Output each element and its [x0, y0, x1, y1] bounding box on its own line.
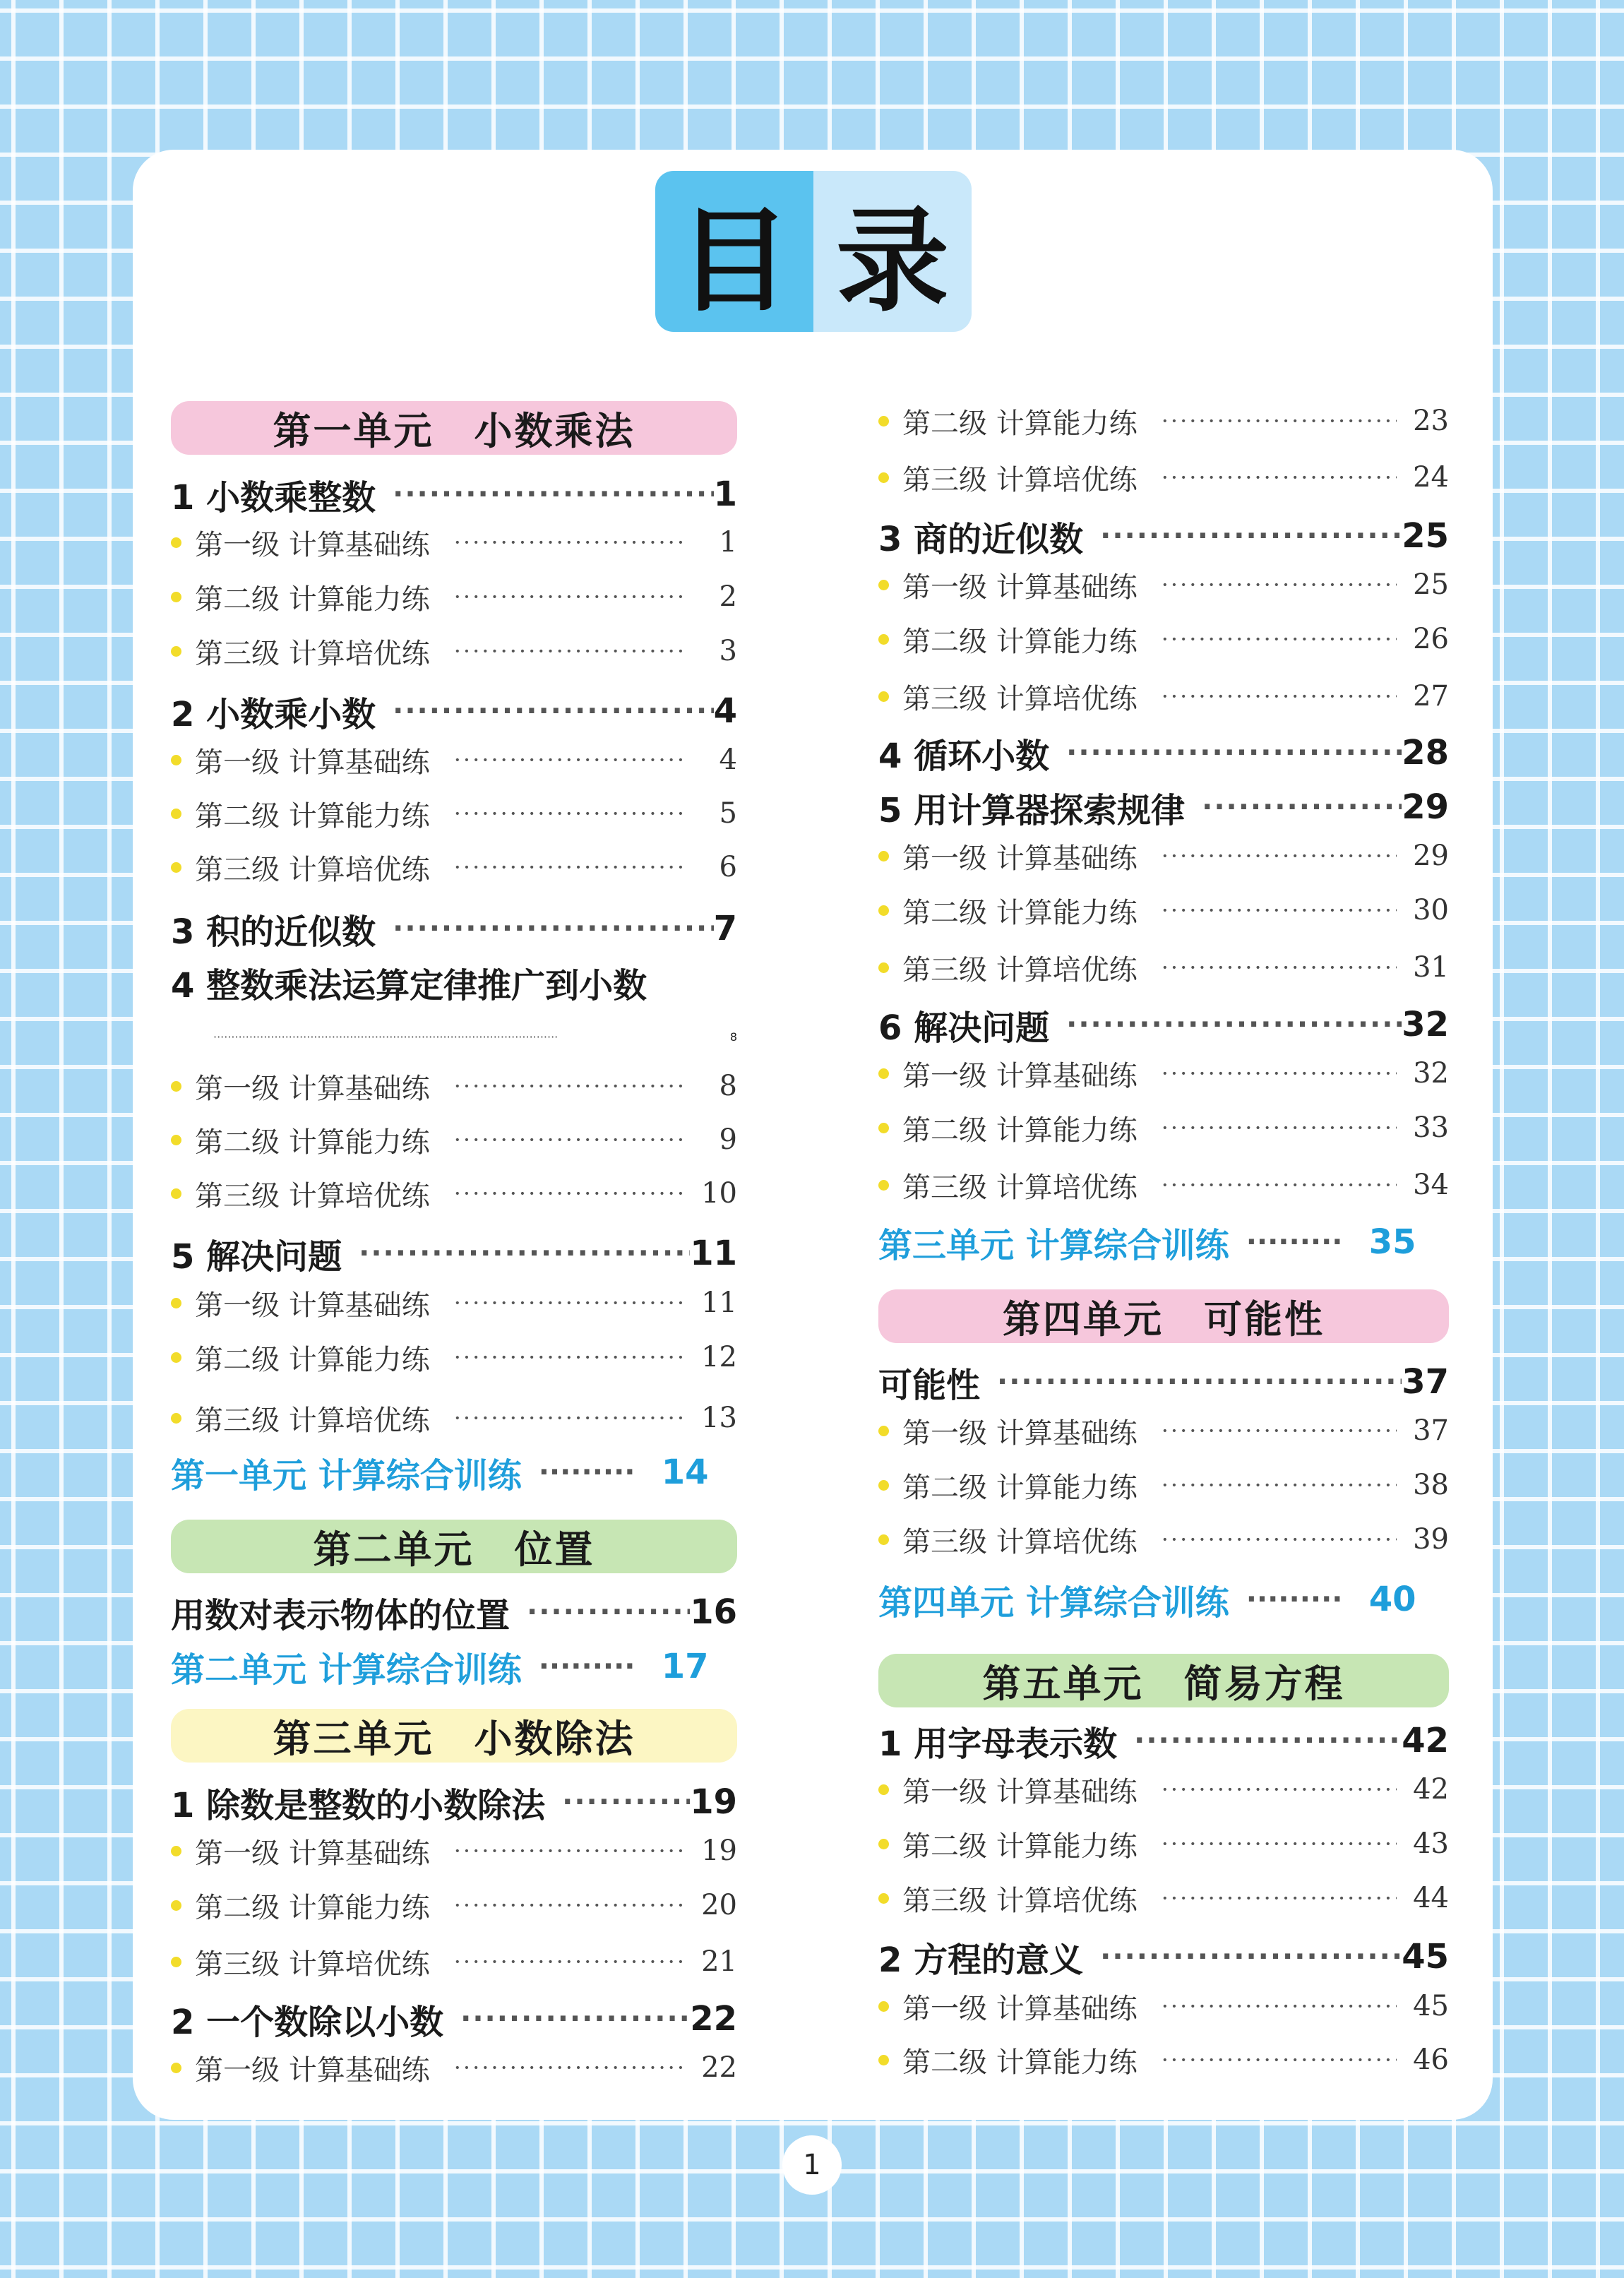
toc-practice-entry[interactable] — [171, 842, 737, 892]
page-ref: 2 — [719, 580, 737, 613]
toc-practice-entry[interactable] — [878, 885, 1449, 935]
page-ref: 45 — [1413, 1990, 1449, 2022]
entry-label: 1 小数乘整数 — [171, 477, 376, 518]
toc-lesson-entry[interactable] — [171, 958, 737, 1007]
entry-label: 第二级 计算能力练 — [902, 407, 1138, 440]
dot-leader — [1162, 842, 1397, 869]
entry-label: 第三级 计算培优练 — [195, 1179, 430, 1212]
bullet-icon — [171, 1900, 181, 1911]
bullet-icon — [878, 416, 889, 427]
entry-label: 第一级 计算基础练 — [195, 746, 430, 779]
toc-practice-entry[interactable] — [878, 2035, 1449, 2085]
dot-leader — [1162, 1472, 1397, 1498]
bullet-icon — [171, 1135, 181, 1145]
page-ref: 25 — [1413, 568, 1449, 601]
dot-leader — [1162, 683, 1397, 710]
page-ref: 37 — [1413, 1414, 1449, 1447]
toc-practice-entry[interactable] — [878, 453, 1449, 502]
page-ref: 4 — [713, 691, 737, 731]
page-ref: 1 — [713, 475, 737, 514]
bullet-icon — [878, 1480, 889, 1491]
toc-lesson-entry[interactable] — [878, 782, 1449, 832]
entry-label: 第二级 计算能力练 — [902, 896, 1138, 929]
page-ref: 21 — [701, 1945, 737, 1978]
dot-leader — [1162, 1885, 1397, 1912]
page-number: 1 — [782, 2135, 842, 2195]
bullet-icon — [878, 1893, 889, 1904]
dot-leader — [454, 583, 685, 610]
title-char-1: 目 — [655, 171, 813, 332]
dot-leader — [1100, 1940, 1402, 1973]
entry-label: 第三级 计算培优练 — [902, 953, 1138, 986]
page-ref: 22 — [701, 2051, 737, 2084]
bullet-icon — [171, 755, 181, 765]
entry-label: 第一级 计算基础练 — [902, 842, 1138, 875]
unit-banner — [878, 1654, 1449, 1707]
toc-continuation[interactable] — [171, 1012, 737, 1061]
toc-practice-entry[interactable] — [171, 1278, 737, 1328]
entry-label: 第一级 计算基础练 — [902, 1059, 1138, 1092]
entry-label: 5 解决问题 — [171, 1236, 342, 1277]
page-ref: 29 — [1413, 840, 1449, 872]
bullet-icon — [878, 2055, 889, 2065]
dot-leader — [454, 1126, 685, 1153]
toc-lesson-entry[interactable] — [171, 1229, 737, 1278]
toc-lesson-entry[interactable] — [171, 686, 737, 736]
toc-practice-entry[interactable] — [878, 943, 1449, 992]
dot-leader — [539, 1456, 633, 1489]
dot-leader — [1162, 464, 1397, 491]
entry-label: 第二级 计算能力练 — [195, 1126, 430, 1159]
page-ref: 26 — [1413, 623, 1449, 655]
toc-practice-entry[interactable] — [878, 1103, 1449, 1152]
toc-practice-entry[interactable] — [171, 1169, 737, 1218]
dot-leader — [454, 1073, 685, 1099]
bullet-icon — [878, 851, 889, 861]
entry-label: 第二级 计算能力练 — [902, 2046, 1138, 2079]
unit-banner — [878, 1289, 1449, 1343]
page-ref: 35 — [1368, 1222, 1416, 1262]
page-ref: 42 — [1413, 1773, 1449, 1806]
entry-label: 第三级 计算培优练 — [195, 1948, 430, 1981]
dot-leader — [1162, 1830, 1397, 1857]
entry-label: 第三级 计算培优练 — [902, 1171, 1138, 1204]
entry-label: 1 用字母表示数 — [878, 1724, 1118, 1764]
page-ref: 23 — [1413, 405, 1449, 437]
dot-leader — [1162, 1171, 1397, 1198]
page-ref: 37 — [1402, 1362, 1449, 1402]
entry-label: 2 小数乘小数 — [171, 694, 376, 734]
entry-label: 第三单元 计算综合训练 — [878, 1225, 1229, 1265]
dot-leader — [997, 1366, 1402, 1398]
page-ref: 27 — [1413, 680, 1449, 712]
toc-practice-entry[interactable] — [878, 1981, 1449, 2031]
bullet-icon — [878, 1534, 889, 1545]
entry-label: 2 方程的意义 — [878, 1940, 1084, 1980]
toc-lesson-entry[interactable] — [878, 1000, 1449, 1049]
entry-label: 第二级 计算能力练 — [902, 1114, 1138, 1147]
page-ref: 32 — [1413, 1057, 1449, 1090]
dot-leader — [454, 529, 685, 556]
entry-label: 第二级 计算能力练 — [195, 1343, 430, 1376]
entry-label: 可能性 — [878, 1365, 981, 1405]
dot-leader — [1162, 1060, 1397, 1087]
page-ref: 39 — [1413, 1523, 1449, 1556]
unit-banner-title: 第五单元 简易方程 — [982, 1661, 1345, 1706]
toc-practice-entry[interactable] — [878, 396, 1449, 446]
toc-practice-entry[interactable] — [878, 1160, 1449, 1210]
entry-label: 第二级 计算能力练 — [902, 1471, 1138, 1504]
entry-label: 第三级 计算培优练 — [902, 1525, 1138, 1558]
bullet-icon — [171, 809, 181, 819]
toc-review-entry[interactable] — [171, 1642, 737, 1691]
dot-leader — [359, 1237, 690, 1270]
page-ref: 11 — [690, 1234, 737, 1273]
page-ref: 8 — [729, 1030, 737, 1044]
page-ref: 3 — [719, 635, 737, 667]
entry-label: 第二单元 计算综合训练 — [171, 1650, 522, 1690]
page-ref: 17 — [661, 1647, 709, 1686]
toc-practice-entry[interactable] — [171, 2043, 737, 2092]
bullet-icon — [171, 592, 181, 602]
title-char-2: 录 — [813, 171, 972, 332]
page-ref: 42 — [1402, 1721, 1449, 1760]
page-ref: 30 — [1413, 894, 1449, 926]
bullet-icon — [171, 1957, 181, 1967]
dot-leader — [1162, 1526, 1397, 1553]
toc-lesson-entry[interactable] — [171, 904, 737, 953]
page-ref: 10 — [701, 1177, 737, 1210]
entry-label: 第一级 计算基础练 — [195, 2053, 430, 2087]
bullet-icon — [878, 2001, 889, 2012]
entry-label: 6 解决问题 — [878, 1008, 1050, 1048]
dot-leader — [454, 1948, 685, 1975]
toc-practice-entry[interactable] — [171, 1826, 737, 1876]
toc-practice-entry[interactable] — [878, 1460, 1449, 1510]
dot-leader — [454, 2054, 685, 2081]
toc-lesson-entry[interactable] — [171, 1777, 737, 1827]
entry-label: 第三级 计算培优练 — [902, 463, 1138, 496]
entry-label: 第三级 计算培优练 — [902, 1884, 1138, 1917]
unit-banner-title: 第一单元 小数乘法 — [273, 408, 635, 453]
bullet-icon — [171, 1413, 181, 1424]
bullet-icon — [171, 1188, 181, 1199]
entry-label: 2 一个数除以小数 — [171, 2002, 444, 2042]
toc-lesson-entry[interactable] — [878, 1716, 1449, 1765]
bullet-icon — [171, 1846, 181, 1856]
page-ref: 40 — [1368, 1580, 1416, 1619]
dot-leader — [539, 1650, 633, 1683]
toc-practice-entry[interactable] — [171, 1393, 737, 1443]
page-ref: 22 — [690, 1999, 737, 2039]
dot-leader — [1246, 1583, 1341, 1616]
toc-practice-entry[interactable] — [171, 735, 737, 785]
bullet-icon — [171, 646, 181, 657]
bullet-icon — [878, 1784, 889, 1795]
dot-leader — [460, 2003, 690, 2035]
page-title — [655, 171, 972, 332]
dot-leader — [393, 912, 713, 945]
toc-review-entry[interactable] — [171, 1448, 737, 1497]
dot-leader — [393, 695, 713, 727]
dot-leader — [454, 1892, 685, 1919]
entry-label: 第一级 计算基础练 — [902, 1417, 1138, 1450]
page-ref: 34 — [1413, 1169, 1449, 1201]
unit-banner — [171, 1520, 737, 1573]
entry-label: 第二级 计算能力练 — [902, 1830, 1138, 1863]
toc-practice-entry[interactable] — [171, 789, 737, 838]
toc-practice-entry[interactable] — [171, 572, 737, 621]
entry-label: 第一级 计算基础练 — [195, 1072, 430, 1105]
dot-leader — [1162, 1776, 1397, 1803]
entry-label: 4 整数乘法运算定律推广到小数 — [171, 965, 647, 1006]
bullet-icon — [171, 1081, 181, 1092]
dot-leader — [454, 1180, 685, 1207]
dot-leader — [1202, 791, 1402, 823]
bullet-icon — [878, 962, 889, 973]
page-ref: 46 — [1413, 2044, 1449, 2076]
dot-leader — [454, 638, 685, 664]
toc-lesson-entry[interactable] — [171, 1994, 737, 2044]
toc-review-entry[interactable] — [878, 1217, 1449, 1267]
page-ref: 9 — [719, 1123, 737, 1156]
page-ref: 25 — [1402, 516, 1449, 556]
page-ref: 8 — [719, 1070, 737, 1102]
bullet-icon — [878, 1068, 889, 1079]
dot-leader — [562, 1786, 690, 1818]
dot-leader — [1162, 897, 1397, 924]
entry-label: 5 用计算器探索规律 — [878, 790, 1186, 830]
toc-practice-entry[interactable] — [878, 1819, 1449, 1868]
page-ref: 31 — [1413, 951, 1449, 984]
toc-practice-entry[interactable] — [878, 614, 1449, 664]
entry-label: 第一级 计算基础练 — [902, 1775, 1138, 1808]
bullet-icon — [878, 580, 889, 590]
toc-practice-entry[interactable] — [171, 1332, 737, 1382]
toc-practice-entry[interactable] — [171, 1937, 737, 1986]
entry-label: 第三级 计算培优练 — [902, 682, 1138, 715]
page-ref: 33 — [1413, 1111, 1449, 1144]
entry-label: 第三级 计算培优练 — [195, 1404, 430, 1437]
toc-review-entry[interactable] — [878, 1575, 1449, 1624]
bullet-icon — [171, 537, 181, 548]
page-ref: 13 — [701, 1402, 737, 1434]
toc-practice-entry[interactable] — [878, 1049, 1449, 1098]
toc-lesson-entry[interactable] — [171, 1587, 737, 1637]
dot-leader — [454, 1344, 685, 1371]
entry-label: 第二级 计算能力练 — [195, 583, 430, 616]
dot-leader — [1162, 571, 1397, 598]
toc-practice-entry[interactable] — [878, 1406, 1449, 1455]
page-ref: 19 — [690, 1782, 737, 1822]
dot-leader — [454, 854, 685, 881]
entry-label: 第一单元 计算综合训练 — [171, 1455, 522, 1496]
page-ref: 28 — [1402, 733, 1449, 773]
bullet-icon — [878, 472, 889, 483]
unit-banner — [171, 1709, 737, 1763]
dot-leader — [1162, 954, 1397, 981]
toc-lesson-entry[interactable] — [878, 511, 1449, 561]
page-ref: 5 — [719, 797, 737, 830]
bullet-icon — [171, 2063, 181, 2073]
toc-lesson-entry[interactable] — [878, 1932, 1449, 1981]
dot-leader — [1162, 1114, 1397, 1141]
entry-label: 第一级 计算基础练 — [902, 571, 1138, 604]
bullet-icon — [171, 1298, 181, 1308]
toc-practice-entry[interactable] — [171, 518, 737, 567]
dot-leader — [1066, 1008, 1402, 1041]
entry-label: 4 循环小数 — [878, 736, 1050, 776]
dot-leader — [454, 746, 685, 773]
entry-label: 第三级 计算培优练 — [195, 637, 430, 670]
dot-leader — [1100, 520, 1402, 552]
dot-leader — [454, 1837, 685, 1864]
page-ref: 32 — [1402, 1005, 1449, 1044]
bullet-icon — [878, 905, 889, 916]
toc-practice-entry[interactable] — [878, 831, 1449, 881]
entry-label: 第四单元 计算综合训练 — [878, 1582, 1229, 1623]
entry-label: 第二级 计算能力练 — [195, 799, 430, 833]
toc-practice-entry[interactable] — [171, 1061, 737, 1111]
toc-practice-entry[interactable] — [878, 560, 1449, 609]
dot-leader — [1162, 626, 1397, 652]
page-ref: 1 — [719, 526, 737, 559]
entry-label: 第二级 计算能力练 — [195, 1891, 430, 1924]
bullet-icon — [171, 1352, 181, 1363]
dot-leader — [454, 1405, 685, 1431]
toc-lesson-entry[interactable] — [171, 470, 737, 519]
page-ref: 43 — [1413, 1827, 1449, 1860]
entry-label: 第一级 计算基础练 — [195, 1289, 430, 1322]
dot-leader — [527, 1596, 690, 1628]
page-ref: 7 — [713, 909, 737, 948]
entry-label: 用数对表示物体的位置 — [171, 1595, 511, 1635]
bullet-icon — [878, 1123, 889, 1133]
dot-leader — [454, 1289, 685, 1316]
page-ref: 29 — [1402, 787, 1449, 827]
unit-banner — [171, 401, 737, 455]
bullet-icon — [878, 1839, 889, 1849]
toc-practice-entry[interactable] — [171, 626, 737, 676]
page-ref: 45 — [1402, 1937, 1449, 1976]
toc-practice-entry[interactable] — [878, 1515, 1449, 1564]
page-ref: 38 — [1413, 1469, 1449, 1501]
page-ref: 11 — [701, 1287, 737, 1319]
bullet-icon — [878, 634, 889, 645]
bullet-icon — [878, 1180, 889, 1191]
toc-practice-entry[interactable] — [878, 1873, 1449, 1923]
page-ref: 6 — [719, 851, 737, 883]
page-ref: 19 — [701, 1835, 737, 1867]
dot-leader — [213, 1030, 730, 1044]
page-ref: 4 — [719, 744, 737, 776]
toc-practice-entry[interactable] — [171, 1115, 737, 1164]
entry-label: 第一级 计算基础练 — [195, 528, 430, 561]
bullet-icon — [878, 691, 889, 702]
dot-leader — [454, 800, 685, 827]
dot-leader — [1246, 1226, 1341, 1258]
entry-label: 3 商的近似数 — [878, 519, 1084, 559]
toc-practice-entry[interactable] — [878, 1765, 1449, 1814]
dot-leader — [1134, 1724, 1402, 1757]
toc-lesson-entry[interactable] — [878, 728, 1449, 777]
dot-leader — [1066, 737, 1402, 769]
entry-label: 第三级 计算培优练 — [195, 853, 430, 886]
dot-leader — [1162, 1417, 1397, 1444]
entry-label: 1 除数是整数的小数除法 — [171, 1785, 546, 1825]
dot-leader — [1162, 407, 1397, 434]
unit-banner-title: 第四单元 可能性 — [1003, 1296, 1325, 1342]
toc-practice-entry[interactable] — [171, 1880, 737, 1930]
bullet-icon — [171, 862, 181, 873]
toc-lesson-entry[interactable] — [878, 1357, 1449, 1407]
unit-banner-title: 第三单元 小数除法 — [273, 1716, 635, 1761]
page-ref: 16 — [690, 1592, 737, 1632]
entry-label: 3 积的近似数 — [171, 912, 376, 952]
page-ref: 44 — [1413, 1882, 1449, 1914]
page-ref: 20 — [701, 1889, 737, 1921]
unit-banner-title: 第二单元 位置 — [313, 1527, 595, 1572]
bullet-icon — [878, 1426, 889, 1436]
entry-label: 第一级 计算基础练 — [195, 1837, 430, 1870]
toc-practice-entry[interactable] — [878, 672, 1449, 721]
page-ref: 14 — [661, 1453, 709, 1492]
dot-leader — [1162, 2046, 1397, 2073]
entry-label: 第二级 计算能力练 — [902, 625, 1138, 658]
dot-leader — [1162, 1993, 1397, 2020]
dot-leader — [393, 478, 713, 511]
page-ref: 24 — [1413, 461, 1449, 494]
entry-label: 第一级 计算基础练 — [902, 1992, 1138, 2025]
page-ref: 12 — [701, 1341, 737, 1373]
